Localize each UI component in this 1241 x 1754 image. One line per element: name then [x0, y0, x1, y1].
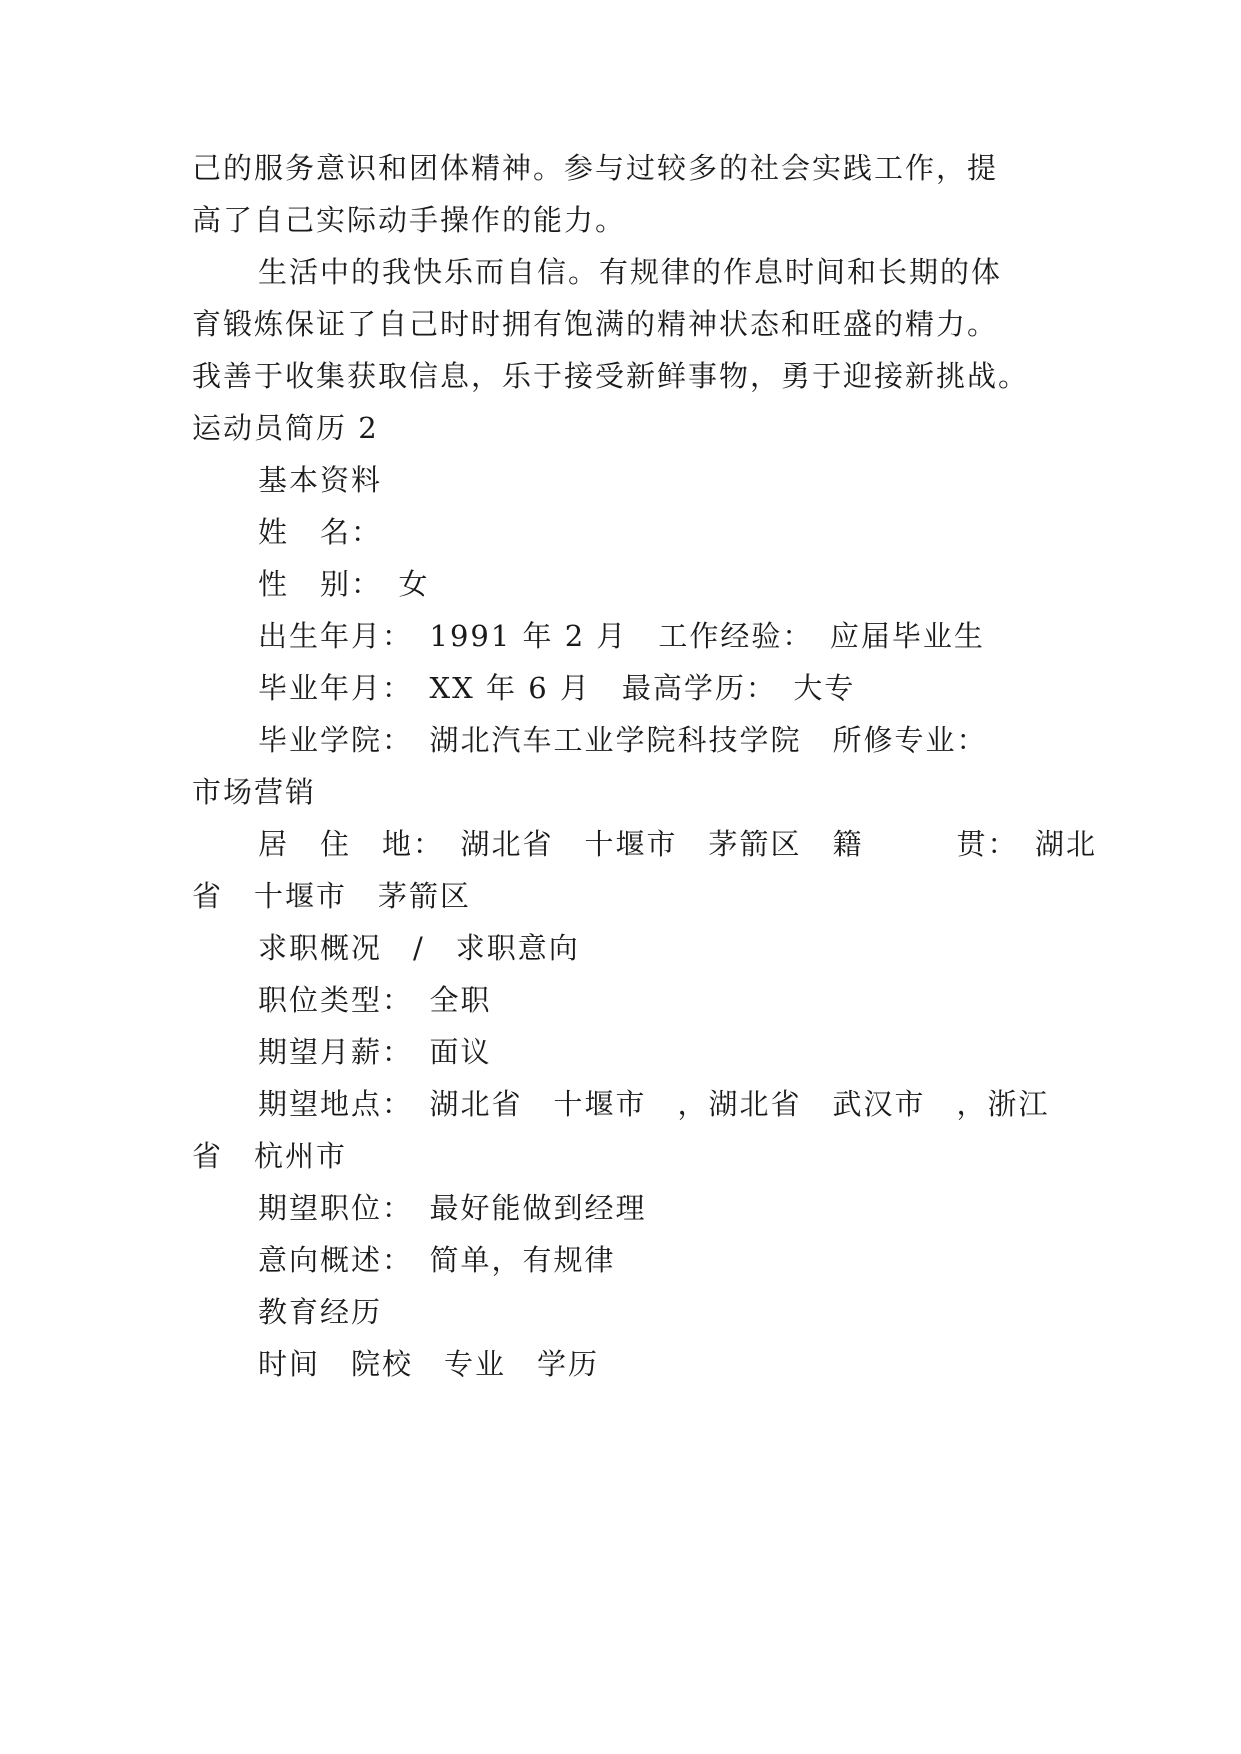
table-header: 时间 院校 专业 学历: [258, 1347, 600, 1381]
section-heading: 求职概况 / 求职意向: [258, 931, 580, 965]
section-heading: 教育经历: [258, 1295, 383, 1329]
section-title: 运动员简历 2: [192, 411, 379, 445]
field-location: 期望地点： 湖北省 十堰市 ，湖北省 武汉市 ，浙江: [258, 1087, 1050, 1121]
field-graduation-degree: 毕业年月： XX 年 6 月 最高学历： 大专: [258, 671, 856, 705]
paragraph-line: 我善于收集获取信息，乐于接受新鲜事物，勇于迎接新挑战。: [192, 359, 1030, 393]
field-residence-origin: 居 住 地： 湖北省 十堰市 茅箭区 籍 贯： 湖北: [258, 827, 1098, 861]
field-salary: 期望月薪： 面议: [258, 1035, 492, 1069]
field-major-value: 市场营销: [192, 775, 317, 809]
field-location-cont: 省 杭州市: [192, 1139, 348, 1173]
field-position: 期望职位： 最好能做到经理: [258, 1191, 647, 1225]
field-gender: 性 别： 女: [258, 567, 430, 601]
field-job-type: 职位类型： 全职: [258, 983, 492, 1017]
paragraph-line: 育锻炼保证了自己时时拥有饱满的精神状态和旺盛的精力。: [192, 307, 999, 341]
field-summary: 意向概述： 简单，有规律: [258, 1243, 616, 1277]
section-heading: 基本资料: [258, 463, 383, 497]
field-origin-value: 省 十堰市 茅箭区: [192, 879, 472, 913]
paragraph-line: 高了自己实际动手操作的能力。: [192, 203, 627, 237]
field-name: 姓 名：: [258, 515, 383, 549]
field-college-major: 毕业学院： 湖北汽车工业学院科技学院 所修专业：: [258, 723, 988, 757]
paragraph-line: 己的服务意识和团体精神。参与过较多的社会实践工作，提: [192, 151, 999, 185]
field-birth-experience: 出生年月： 1991 年 2 月 工作经验： 应届毕业生: [258, 619, 985, 653]
paragraph-line: 生活中的我快乐而自信。有规律的作息时间和长期的体: [258, 255, 1003, 289]
